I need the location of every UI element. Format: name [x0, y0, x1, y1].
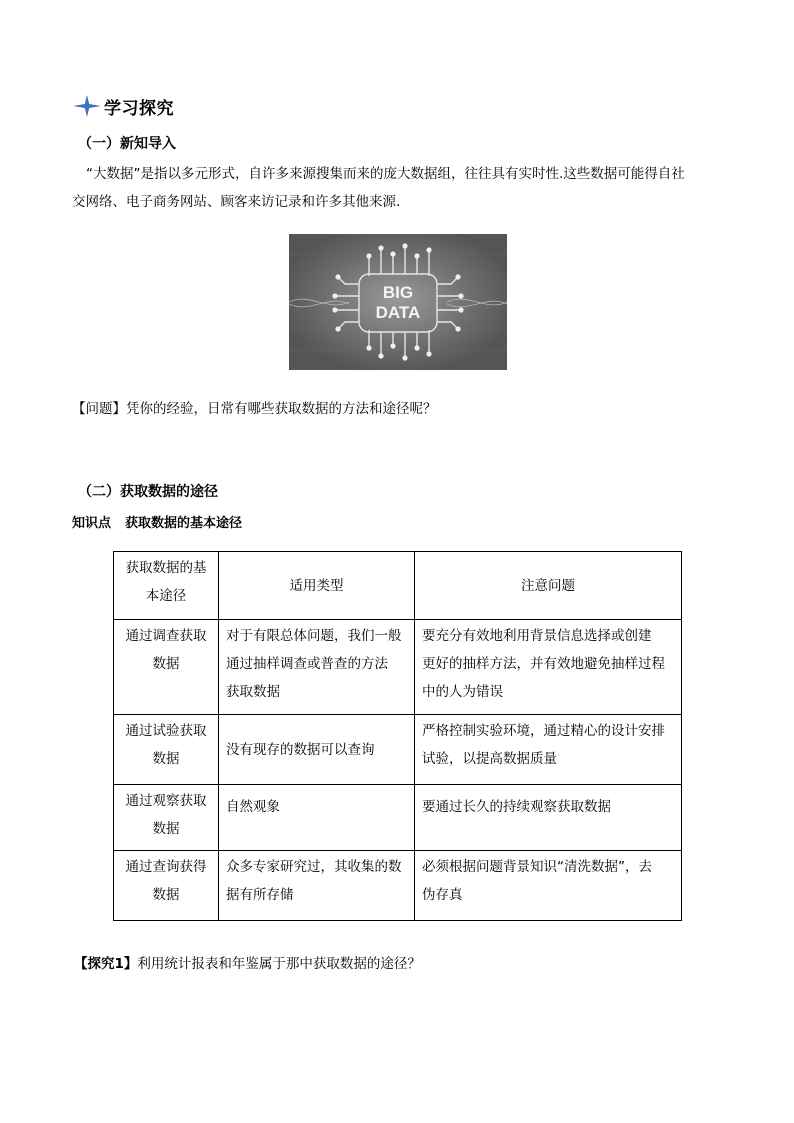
- big-data-text-line2: DATA: [375, 303, 421, 322]
- part2-title: （二）获取数据的途径: [78, 484, 218, 500]
- big-data-text-line1: BIG: [382, 283, 414, 302]
- section-heading: [72, 92, 174, 120]
- header-way: 获取数据的基 本途径: [114, 552, 219, 620]
- header-note: 注意问题: [415, 552, 682, 620]
- note-cell: 要通过长久的持续观察获取数据: [415, 785, 682, 851]
- knowledge-title: 获取数据的基本途径: [125, 516, 243, 531]
- note-cell: 要充分有效地利用背景信息选择或创建 更好的抽样方法，并有效地避免抽样过程 中的人为错误: [415, 620, 682, 715]
- data-acquisition-table: [113, 551, 682, 921]
- explore-1: [74, 952, 421, 972]
- type-cell: 自然观象: [219, 785, 415, 851]
- type-cell: 众多专家研究过，其收集的数 据有所存储: [219, 851, 415, 921]
- table-header-row: [114, 552, 682, 620]
- knowledge-label: 知识点: [72, 516, 112, 531]
- question-text: 凭你的经验，日常有哪些获取数据的方法和途径呢？: [126, 401, 437, 417]
- intro-paragraph: [72, 160, 728, 216]
- knowledge-point: [72, 512, 242, 531]
- way-cell: 通过试验获取 数据: [114, 715, 219, 785]
- way-cell: 通过观察获取 数据: [114, 785, 219, 851]
- question-1: [72, 397, 437, 417]
- way-cell: 通过查询获得 数据: [114, 851, 219, 921]
- note-cell: 严格控制实验环境，通过精心的设计安排 试验，以提高数据质量: [415, 715, 682, 785]
- explore-label: 【探究1】: [74, 956, 138, 972]
- table-row: [114, 851, 682, 921]
- section-title: 学习探究: [104, 98, 174, 119]
- table-row: [114, 785, 682, 851]
- question-label: 【问题】: [72, 401, 126, 417]
- note-cell: 必须根据问题背景知识“清洗数据”，去 伪存真: [415, 851, 682, 921]
- part1-title: （一）新知导入: [78, 136, 176, 152]
- type-cell: 没有现存的数据可以查询: [219, 715, 415, 785]
- four-point-star-icon: [72, 94, 102, 118]
- big-data-image: [289, 234, 507, 370]
- table-row: [114, 715, 682, 785]
- table-row: [114, 620, 682, 715]
- intro-paragraph-line2: 交网络、电子商务网站、顾客来访记录和许多其他来源.: [72, 194, 401, 210]
- way-cell: 通过调查获取 数据: [114, 620, 219, 715]
- explore-text: 利用统计报表和年鉴属于那中获取数据的途径？: [137, 956, 421, 972]
- type-cell: 对于有限总体问题，我们一般 通过抽样调查或普查的方法 获取数据: [219, 620, 415, 715]
- header-type: 适用类型: [219, 552, 415, 620]
- intro-paragraph-line1: “大数据”是指以多元形式，自许多来源搜集而来的庞大数据组，往往具有实时性.这些数据可能得自社: [86, 166, 685, 182]
